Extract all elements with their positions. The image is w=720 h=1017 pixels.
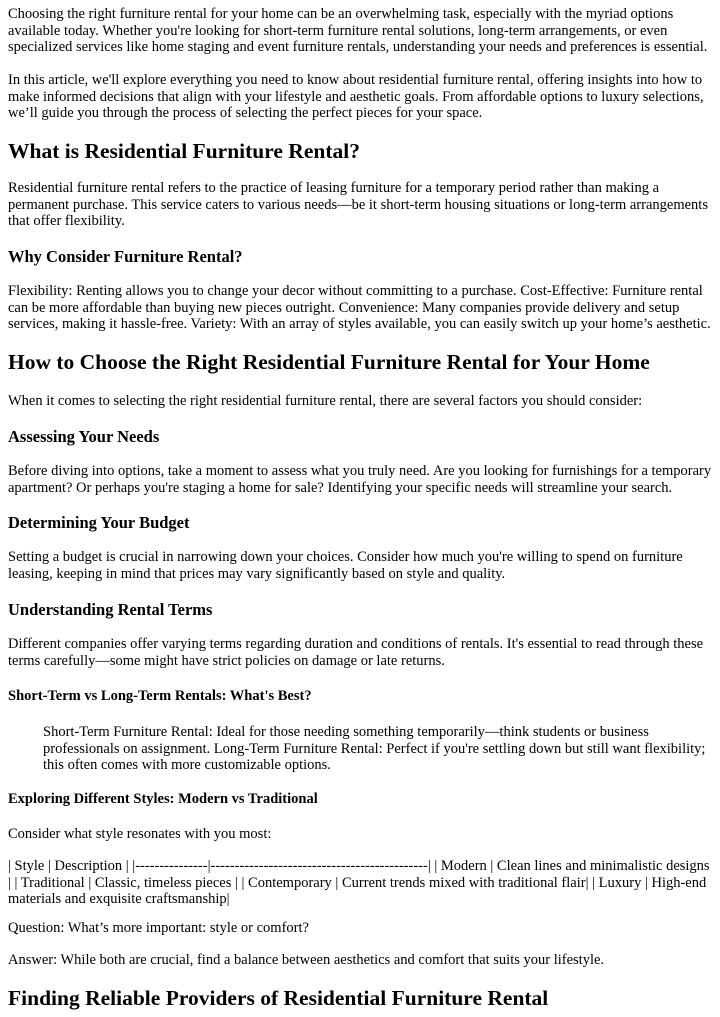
- heading-rental-terms: Understanding Rental Terms: [8, 600, 213, 619]
- paragraph-how-to-choose: When it comes to selecting the right residential furniture rental, there are several factors you should consider:: [8, 393, 643, 409]
- heading-why-consider: Why Consider Furniture Rental?: [8, 247, 243, 266]
- paragraph-answer: Answer: While both are crucial, find a balance between aesthetics and comfort that suits your lifestyle.: [8, 952, 605, 968]
- paragraph-short-vs-long: Short-Term Furniture Rental: Ideal for those needing something temporarily—think students or business professionals on assignment. Long-Term Furniture Rental: Perfect if you're settling down but still want flexibility; this often comes with more customizable options.: [43, 724, 706, 773]
- heading-budget: Determining Your Budget: [8, 513, 190, 532]
- paragraph-budget: Setting a budget is crucial in narrowing down your choices. Consider how much you're willing to spend on furniture leasing, keeping in mind that prices may vary significantly based on style and quality.: [8, 549, 683, 582]
- heading-assessing-needs: Assessing Your Needs: [8, 427, 160, 446]
- paragraph-style-table: | Style | Description | |---------------|---------------------------------------------| | Modern | Clean lines and minimalistic designs | | Traditional | Classic, timeless pieces | | Contemporary | Current trends mixed with traditional flair| | Luxury | High-end materials and exquisite craftsmanship|: [8, 858, 710, 907]
- heading-styles: Exploring Different Styles: Modern vs Traditional: [8, 791, 318, 807]
- intro-paragraph-2: In this article, we'll explore everything you need to know about residential furniture rental, offering insights into how to make informed decisions that align with your lifestyle and aesthetic goals. From affordable options to luxury selections, we’ll guide you through the process of selecting the perfect pieces for your space.: [8, 72, 704, 121]
- paragraph-what-is-rental: Residential furniture rental refers to the practice of leasing furniture for a temporary period rather than making a permanent purchase. This service caters to various needs—be it short-term housing situations or long-term arrangements that offer flexibility.: [8, 180, 708, 229]
- paragraph-question: Question: What’s more important: style or comfort?: [8, 920, 309, 936]
- paragraph-styles: Consider what style resonates with you most:: [8, 826, 272, 842]
- paragraph-rental-terms: Different companies offer varying terms regarding duration and conditions of rentals. It's essential to read through these terms carefully—some might have strict policies on damage or late returns.: [8, 636, 704, 669]
- heading-finding-providers: Finding Reliable Providers of Residential Furniture Rental: [8, 986, 549, 1010]
- heading-how-to-choose: How to Choose the Right Residential Furniture Rental for Your Home: [8, 350, 650, 374]
- heading-what-is-rental: What is Residential Furniture Rental?: [8, 139, 360, 163]
- heading-short-vs-long: Short-Term vs Long-Term Rentals: What's Best?: [8, 688, 312, 704]
- intro-paragraph-1: Choosing the right furniture rental for your home can be an overwhelming task, especially with the myriad options available today. Whether you're looking for short-term furniture rental solutions, long-term arrangements, or even specialized services like home staging and event furniture rentals, understanding your needs and preferences is essential.: [8, 6, 708, 55]
- paragraph-why-consider: Flexibility: Renting allows you to change your decor without committing to a purchase. Cost-Effective: Furniture rental can be more affordable than buying new pieces outright. Convenience: Many companies provide delivery and setup services, making it hassle-free. Variety: With an array of styles available, you can easily switch up your home’s aesthetic.: [8, 283, 711, 332]
- paragraph-assessing-needs: Before diving into options, take a moment to assess what you truly need. Are you looking for furnishings for a temporary apartment? Or perhaps you're staging a home for sale? Identifying your specific needs will streamline your search.: [8, 463, 712, 496]
